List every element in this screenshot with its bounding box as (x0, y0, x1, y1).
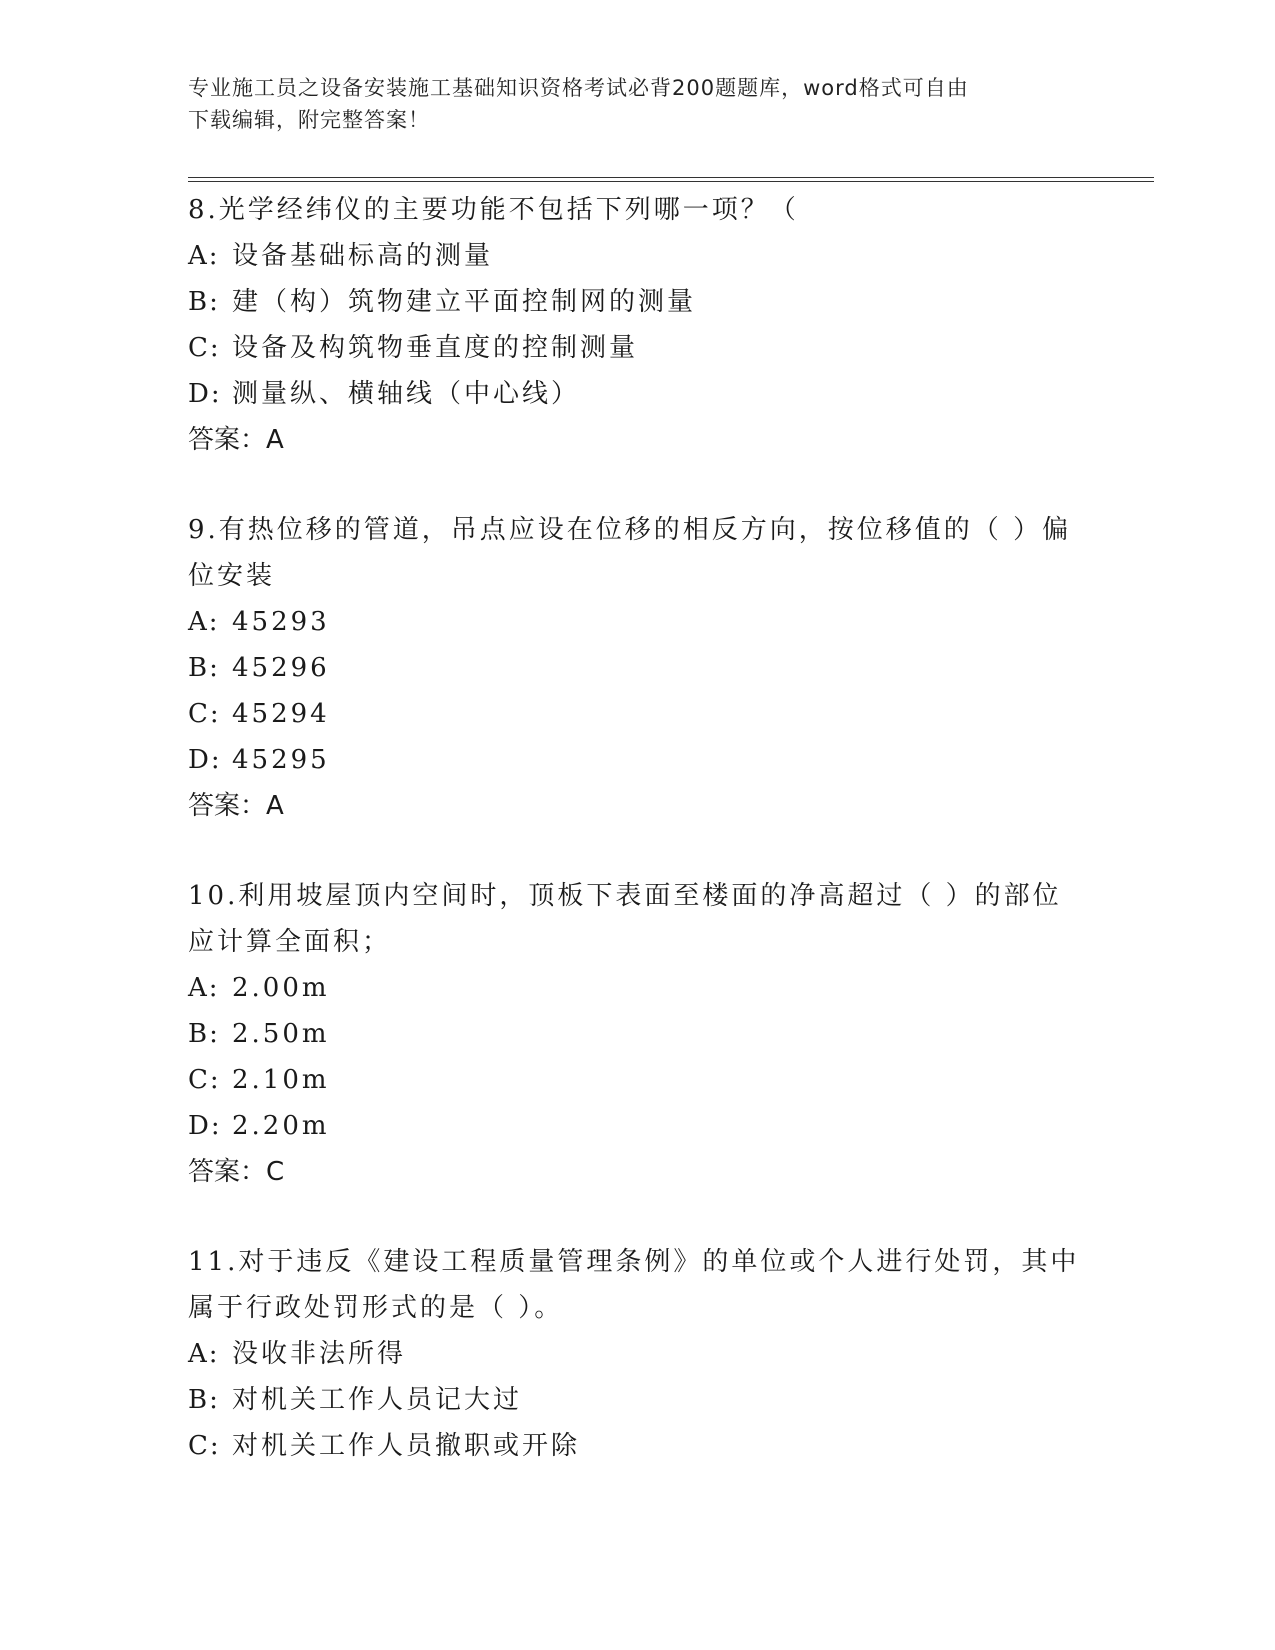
option-text: 45295 (232, 745, 330, 775)
option-text: 2.20m (232, 1111, 330, 1141)
option-letter: A: (188, 1339, 220, 1369)
option-letter: C: (188, 699, 221, 729)
option-text: 2.00m (232, 973, 330, 1003)
question-block (188, 873, 1088, 1195)
question-block (188, 507, 1088, 829)
answer-option (188, 233, 1088, 279)
answer-key: 答案：C (188, 1157, 285, 1187)
option-letter: D: (188, 745, 222, 775)
answer-option (188, 965, 1088, 1011)
option-letter: C: (188, 333, 221, 363)
option-text: 45294 (232, 699, 330, 729)
answer-option (188, 1103, 1088, 1149)
option-text: 对机关工作人员撤职或开除 (232, 1431, 581, 1461)
question-text: 11.对于违反《建设工程质量管理条例》的单位或个人进行处罚，其中 (188, 1247, 1080, 1277)
question-text: 属于行政处罚形式的是（ ）。 (188, 1293, 564, 1323)
answer-option (188, 1331, 1088, 1377)
option-letter: A: (188, 607, 220, 637)
option-letter: B: (188, 287, 220, 317)
question-block (188, 1239, 1088, 1469)
answer-option (188, 599, 1088, 645)
option-text: 45296 (232, 653, 330, 683)
option-text: 设备及构筑物垂直度的控制测量 (232, 333, 639, 363)
question-text: 8.光学经纬仪的主要功能不包括下列哪一项？（ (188, 195, 799, 225)
answer-option (188, 325, 1088, 371)
option-letter: C: (188, 1431, 221, 1461)
option-letter: A: (188, 241, 220, 271)
answer-option (188, 371, 1088, 417)
answer-option (188, 279, 1088, 325)
answer-key: 答案：A (188, 425, 284, 455)
question-text: 10.利用坡屋顶内空间时，顶板下表面至楼面的净高超过（ ）的部位 (188, 881, 1062, 911)
answer-option (188, 645, 1088, 691)
option-text: 2.10m (232, 1065, 330, 1095)
question-text: 应计算全面积； (188, 927, 392, 957)
option-letter: B: (188, 653, 220, 683)
option-text: 测量纵、横轴线（中心线） (232, 379, 581, 409)
answer-option (188, 1011, 1088, 1057)
option-text: 45293 (232, 607, 330, 637)
document-header (188, 72, 1068, 136)
answer-option (188, 691, 1088, 737)
option-text: 建（构）筑物建立平面控制网的测量 (232, 287, 697, 317)
option-letter: D: (188, 379, 222, 409)
option-text: 设备基础标高的测量 (232, 241, 494, 271)
question-text: 位安装 (188, 561, 276, 591)
option-text: 没收非法所得 (232, 1339, 407, 1369)
answer-key: 答案：A (188, 791, 284, 821)
answer-option (188, 1057, 1088, 1103)
header-rule-top (188, 177, 1154, 178)
option-letter: B: (188, 1385, 220, 1415)
option-letter: A: (188, 973, 220, 1003)
option-letter: C: (188, 1065, 221, 1095)
header-rule-bottom (188, 181, 1154, 182)
header-line-1: 专业施工员之设备安装施工基础知识资格考试必背200题题库，word格式可自由 (188, 76, 969, 100)
question-list (188, 187, 1088, 1513)
option-text: 对机关工作人员记大过 (232, 1385, 523, 1415)
answer-option (188, 1377, 1088, 1423)
answer-option (188, 737, 1088, 783)
header-line-2: 下载编辑，附完整答案！ (188, 108, 430, 132)
option-letter: B: (188, 1019, 220, 1049)
option-letter: D: (188, 1111, 222, 1141)
question-block (188, 187, 1088, 463)
answer-option (188, 1423, 1088, 1469)
option-text: 2.50m (232, 1019, 330, 1049)
question-text: 9.有热位移的管道，吊点应设在位移的相反方向，按位移值的（ ）偏 (188, 515, 1072, 545)
